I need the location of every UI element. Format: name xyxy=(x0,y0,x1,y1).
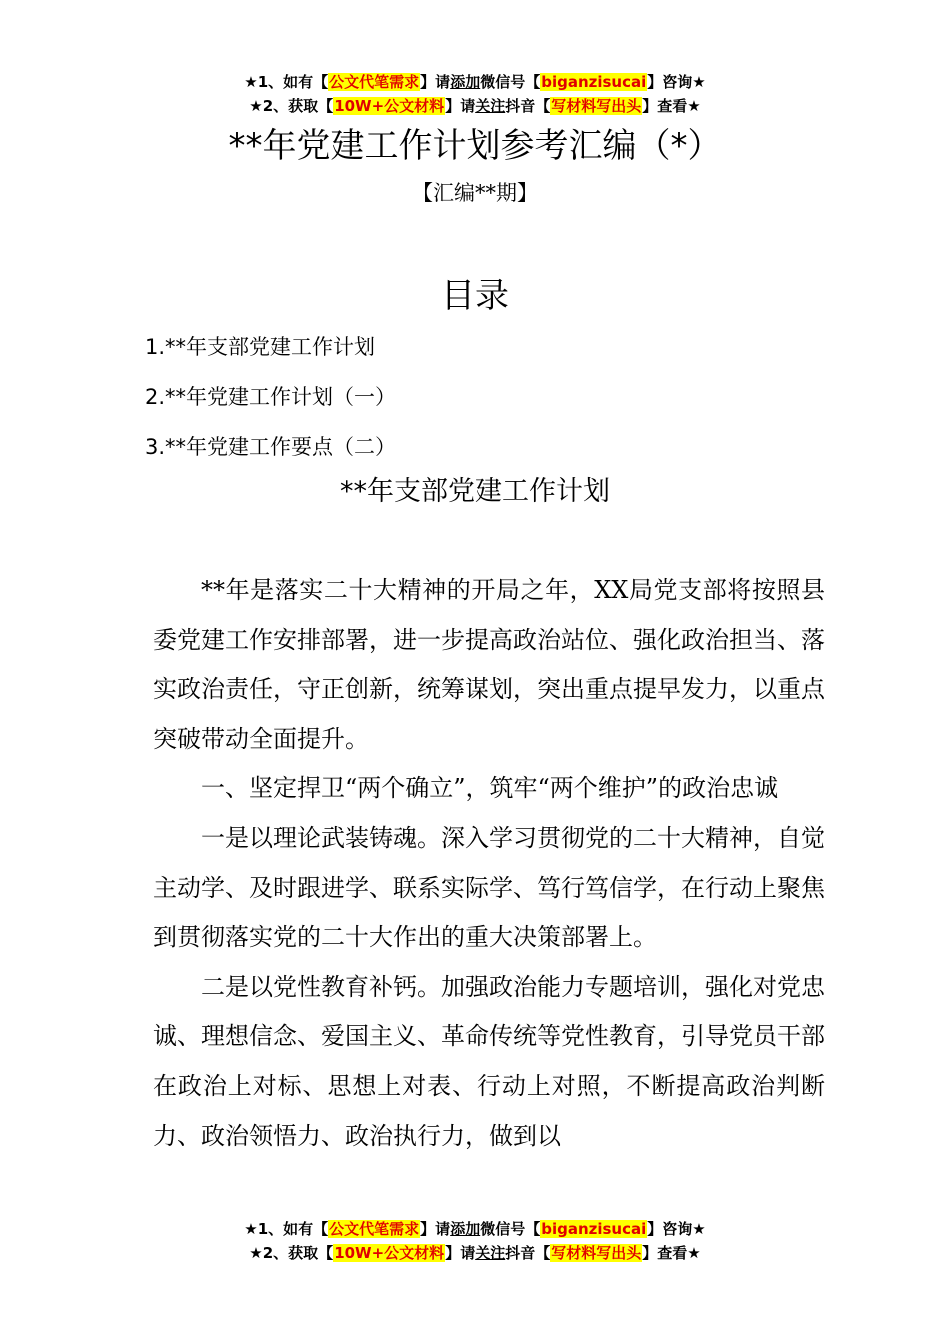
banner-text: ★1、如有【 xyxy=(244,73,329,91)
banner-text: 】查看★ xyxy=(642,97,701,115)
banner-underline: 关注 xyxy=(475,97,506,115)
banner-text: 】请 xyxy=(420,1220,451,1238)
banner-underline: 添加 xyxy=(450,1220,481,1238)
banner-text: 】请 xyxy=(420,73,451,91)
document-title: **年党建工作计划参考汇编（*） xyxy=(228,126,722,166)
banner-highlight: 公文代笔需求 xyxy=(329,1220,420,1238)
banner-highlight: biganzisucai xyxy=(541,73,647,91)
banner-highlight: 写材料写出头 xyxy=(551,97,642,115)
banner-text: 】请 xyxy=(445,97,476,115)
section-title: **年支部党建工作计划 xyxy=(340,476,610,507)
banner-highlight: biganzisucai xyxy=(541,1220,647,1238)
toc-heading: 目录 xyxy=(441,276,509,316)
paragraph: 一是以理论武装铸魂。深入学习贯彻党的二十大精神，自觉主动学、及时跟进学、联系实际学、笃行笃信学，在行动上聚焦到贯彻落实党的二十大作出的重大决策部署上。 xyxy=(153,823,825,952)
banner-line-1 xyxy=(0,70,950,94)
paragraph: **年是落实二十大精神的开局之年，XX局党支部将按照县委党建工作安排部署，进一步提高政治站位、强化政治担当、落实政治责任，守正创新，统筹谋划，突出重点提早发力，以重点突破带动全面提升。 xyxy=(153,576,825,753)
document-subtitle: 【汇编**期】 xyxy=(412,181,538,205)
footer-banner xyxy=(0,1217,950,1265)
banner-underline: 添加 xyxy=(450,73,481,91)
banner-underline: 关注 xyxy=(475,1244,506,1262)
banner-text: 】咨询★ xyxy=(647,1220,706,1238)
banner-text: 抖音【 xyxy=(505,97,551,115)
toc-item[interactable]: 1.**年支部党建工作计划 xyxy=(145,335,376,359)
toc-item[interactable]: 3.**年党建工作要点（二） xyxy=(145,435,397,459)
banner-text: 】咨询★ xyxy=(647,73,706,91)
table-of-contents xyxy=(145,322,396,472)
banner-text: 】查看★ xyxy=(642,1244,701,1262)
banner-text: ★1、如有【 xyxy=(244,1220,329,1238)
paragraph: 二是以党性教育补钙。加强政治能力专题培训，强化对党忠诚、理想信念、爱国主义、革命传统等党性教育，引导党员干部在政治上对标、思想上对表、行动上对照，不断提高政治判断力、政治领悟力、政治执行力，做到以 xyxy=(153,972,825,1150)
document-body xyxy=(153,566,825,1161)
banner-text: ★2、获取【 xyxy=(249,97,334,115)
banner-line-1 xyxy=(0,1217,950,1241)
banner-line-2 xyxy=(0,1241,950,1265)
banner-text: 微信号【 xyxy=(480,1220,541,1238)
toc-item[interactable]: 2.**年党建工作计划（一） xyxy=(145,385,397,409)
banner-text: 抖音【 xyxy=(505,1244,551,1262)
paragraph-heading: 一、坚定捍卫“两个确立”，筑牢“两个维护”的政治忠诚 xyxy=(201,774,779,803)
header-banner xyxy=(0,70,950,118)
banner-line-2 xyxy=(0,94,950,118)
banner-highlight: 写材料写出头 xyxy=(551,1244,642,1262)
banner-highlight: 10W+公文材料 xyxy=(334,97,445,115)
banner-text: 】请 xyxy=(445,1244,476,1262)
banner-text: 微信号【 xyxy=(480,73,541,91)
banner-highlight: 10W+公文材料 xyxy=(334,1244,445,1262)
banner-text: ★2、获取【 xyxy=(249,1244,334,1262)
banner-highlight: 公文代笔需求 xyxy=(329,73,420,91)
